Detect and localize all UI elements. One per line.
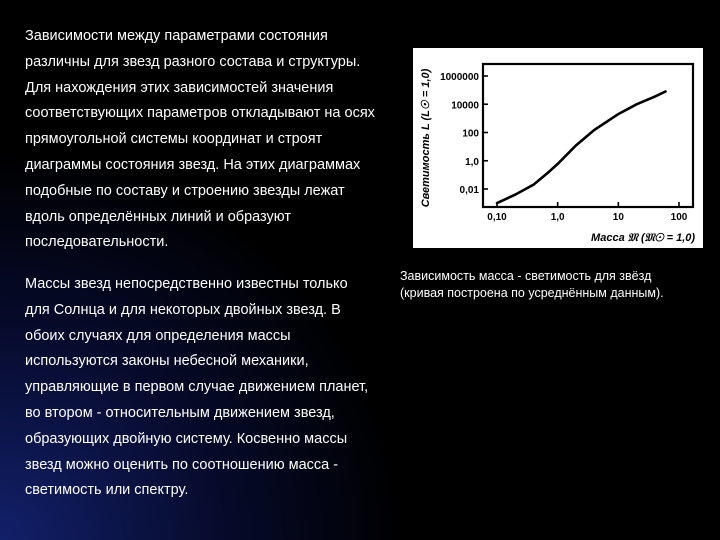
text-line: Массы звезд непосредственно известны только <box>25 276 348 292</box>
text-line: соответствующих параметров откладывают на осях <box>25 105 375 122</box>
caption-line: (кривая построена по усреднённым данным). <box>400 286 664 300</box>
text-line: управляющие в первом случае движением планет, <box>25 379 369 396</box>
text-line: подобные по составу и строению звезды лежат <box>25 182 345 199</box>
text-line: звезд можно оценить по соотношению масса - <box>25 456 339 473</box>
text-line: последовательности. <box>25 234 169 251</box>
x-tick-label: 10 <box>612 212 624 223</box>
text-line: во втором - относительным движением звезд, <box>25 404 335 421</box>
figure-caption <box>400 268 664 302</box>
text-line: различны для звезд разного состава и структуры. <box>25 53 361 70</box>
y-axis-label: Светимость L (L☉ = 1,0) <box>420 68 432 208</box>
x-axis-label: Масса 𝔐 (𝔐☉ = 1,0) <box>590 232 696 244</box>
y-tick-label: 0,01 <box>459 185 479 196</box>
x-tick-label: 100 <box>670 212 688 223</box>
text-line: диаграммы состояния звезд. На этих диаграммах <box>25 156 361 173</box>
y-tick-label: 10000 <box>451 100 479 112</box>
mass-luminosity-figure <box>413 48 703 248</box>
text-line: образующих двойную систему. Косвенно массы <box>25 430 348 447</box>
text-line: вдоль определённых линий и образуют <box>25 208 291 225</box>
series-line <box>497 92 666 204</box>
text-line: светимость или спектру. <box>25 482 189 499</box>
text-line: Зависимости между параметрами состояния <box>25 28 328 44</box>
y-tick-label: 1,0 <box>465 156 479 168</box>
mass-luminosity-chart <box>413 48 703 248</box>
intro-paragraph <box>25 24 375 256</box>
y-tick-label: 1000000 <box>440 72 479 83</box>
x-tick-label: 0,10 <box>487 212 507 223</box>
caption-line: Зависимость масса - светимость для звёзд <box>400 269 652 283</box>
text-line: используются законы небесной механики, <box>25 353 309 370</box>
text-line: прямоугольной системы координат и строят <box>25 131 323 148</box>
x-axis-tick-labels <box>487 212 688 223</box>
mass-paragraph <box>25 272 368 504</box>
text-line: для Солнца и для некоторых двойных звезд. В <box>25 301 341 318</box>
text-line: Для нахождения этих зависимостей значения <box>25 79 334 96</box>
y-axis-tick-labels <box>440 72 479 196</box>
x-tick-label: 1,0 <box>550 212 565 223</box>
text-line: обоих случаях для определения массы <box>25 327 291 344</box>
y-tick-label: 100 <box>462 128 479 140</box>
